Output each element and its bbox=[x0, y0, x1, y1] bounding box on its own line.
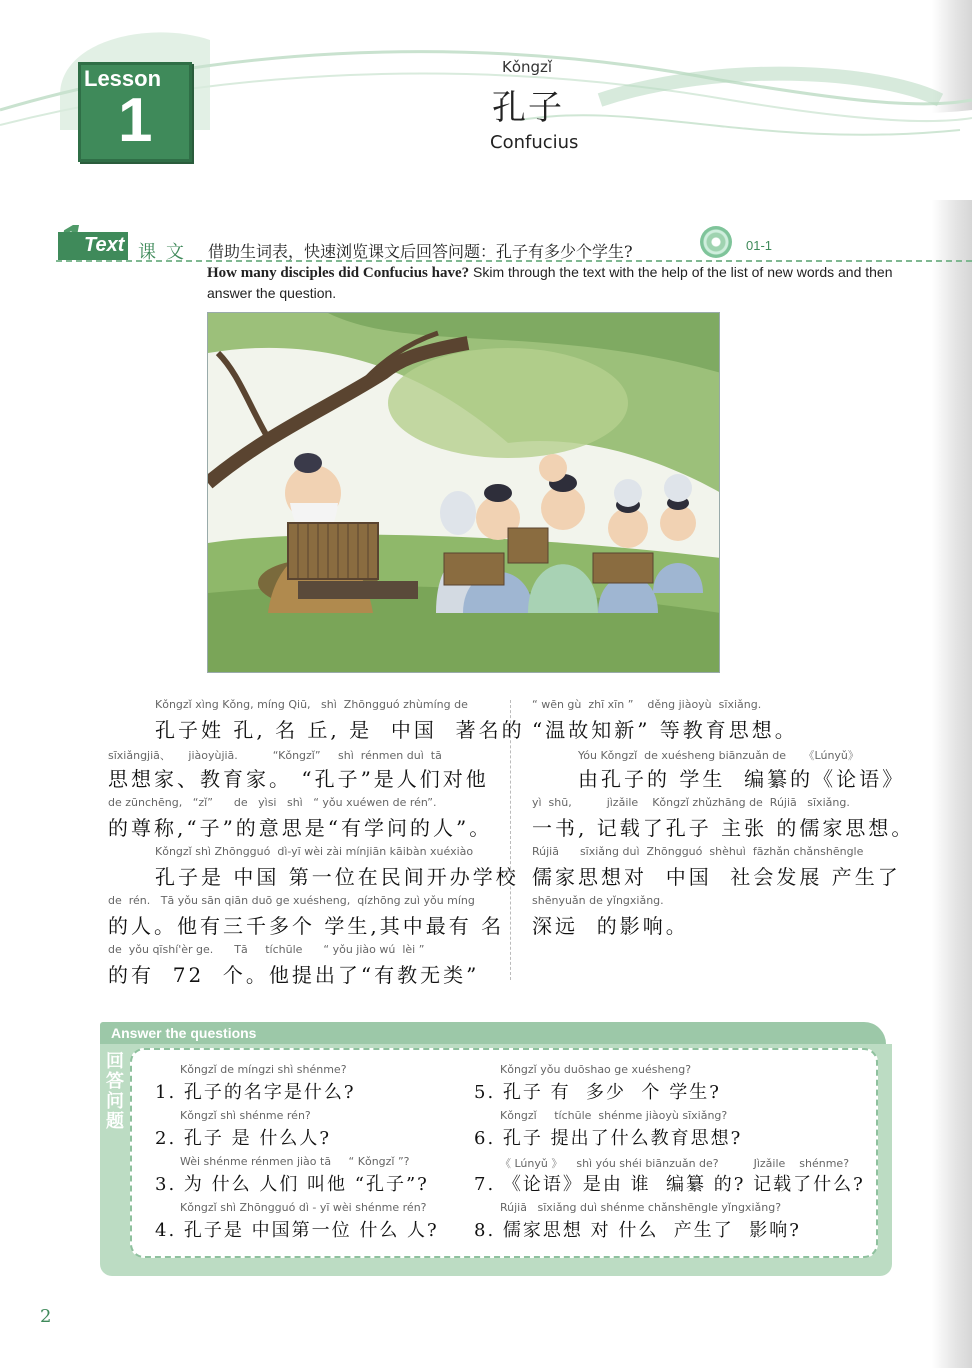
passage-line bbox=[578, 747, 905, 789]
question-text: 2. 孔子 是 什么人? bbox=[155, 1128, 331, 1149]
question-pinyin: Kǒngzǐ yǒu duōshao ge xuésheng? bbox=[500, 1063, 692, 1076]
instruction-english-bold: How many disciples did Confucius have? bbox=[207, 265, 470, 281]
lesson-number: 1 bbox=[118, 86, 153, 155]
text-label-cn: 课文 bbox=[138, 242, 194, 263]
passage-line bbox=[155, 845, 519, 887]
passage-pinyin: Kǒngzǐ xìng Kǒng, míng Qiū, shì Zhōngguó zhùmíng de bbox=[155, 698, 468, 711]
question-pinyin: Kǒngzǐ shì Zhōngguó dì - yī wèi shénme rén? bbox=[180, 1201, 427, 1214]
page-number: 2 bbox=[40, 1306, 52, 1327]
lesson-label: Lesson bbox=[84, 66, 162, 91]
passage-hanzi: 孔子姓 孔, 名 丘, 是 中国 著名的 bbox=[155, 718, 525, 742]
passage-hanzi: 由孔子的 学生 编纂的《论语》 bbox=[578, 767, 906, 791]
question-text: 3. 为 什么 人们 叫他 “孔子”? bbox=[155, 1174, 429, 1195]
question-pinyin: Kǒngzǐ tíchūle shénme jiàoyù sīxiǎng? bbox=[500, 1109, 728, 1122]
questions-side-label: 回答问题 bbox=[106, 1051, 124, 1132]
passage-pinyin: de zūnchēng, “zǐ” de yìsi shì “ yǒu xuéwen de rén”. bbox=[108, 796, 437, 809]
passage-pinyin: yì shū, jìzǎile Kǒngzǐ zhǔzhāng de Rújiā sīxiǎng. bbox=[532, 796, 850, 809]
passage-hanzi: 深远 的影响。 bbox=[532, 914, 689, 938]
audio-track-number: 01-1 bbox=[746, 238, 773, 253]
passage-line bbox=[108, 747, 489, 789]
passage-line bbox=[108, 894, 504, 936]
page-edge-shadow bbox=[932, 0, 972, 1368]
question-text: 5. 孔子 有 多少 个 学生? bbox=[474, 1082, 721, 1103]
question-text: 6. 孔子 提出了什么教育思想? bbox=[474, 1128, 743, 1149]
passage-hanzi: 孔子是 中国 第一位在民间开办学校 bbox=[155, 865, 519, 889]
passage-line bbox=[108, 943, 479, 985]
passage-pinyin: de yǒu qīshí'èr ge. Tā tíchūle “ yǒu jiào wú lèi ” bbox=[108, 943, 425, 956]
passage-pinyin: de rén. Tā yǒu sān qiān duō ge xuésheng, qízhōng zuì yǒu míng bbox=[108, 894, 475, 907]
question-text: 8. 儒家思想 对 什么 产生了 影响? bbox=[474, 1220, 801, 1241]
question-text: 1. 孔子的名字是什么? bbox=[155, 1082, 356, 1103]
passage-line bbox=[532, 698, 798, 740]
passage-hanzi: 的有 72 个。他提出了“有教无类” bbox=[108, 963, 480, 987]
column-divider bbox=[510, 700, 511, 980]
instruction-chinese: 借助生词表，快速浏览课文后回答问题：孔子有多少个学生? bbox=[208, 242, 633, 261]
passage-hanzi: 的人。他有三千多个 学生,其中最有 名 bbox=[108, 914, 505, 938]
passage-pinyin: “ wēn gù zhī xīn ” děng jiàoyù sīxiǎng. bbox=[532, 698, 762, 711]
passage-pinyin: shēnyuǎn de yǐngxiǎng. bbox=[532, 894, 664, 907]
instruction-english bbox=[207, 262, 897, 303]
passage-line bbox=[155, 698, 525, 740]
question-text: 7. 《论语》是由 谁 编纂 的? 记载了什么? bbox=[474, 1174, 865, 1195]
title-pinyin: Kǒngzǐ bbox=[502, 58, 553, 76]
question-pinyin: Kǒngzǐ de míngzi shì shénme? bbox=[180, 1063, 347, 1076]
audio-cd-icon[interactable] bbox=[700, 226, 732, 258]
question-pinyin: 《 Lúnyǔ 》 shì yóu shéi biānzuǎn de? Jìzǎile shénme? bbox=[500, 1157, 850, 1170]
passage-pinyin: sīxiǎngjiā、 jiàoyùjiā. “Kǒngzǐ” shì rénmen duì tā bbox=[108, 749, 442, 762]
passage-pinyin: Rújiā sīxiǎng duì Zhōngguó shèhuì fāzhǎn chǎnshēngle bbox=[532, 845, 864, 858]
question-pinyin: Kǒngzǐ shì shénme rén? bbox=[180, 1109, 311, 1122]
text-badge: Text bbox=[58, 232, 128, 260]
passage-pinyin: Kǒngzǐ shì Zhōngguó dì-yī wèi zài mínjiān kāibàn xuéxiào bbox=[155, 845, 474, 858]
page-title: 孔子 bbox=[492, 88, 564, 128]
passage-line bbox=[532, 894, 689, 936]
question-text: 4. 孔子是 中国第一位 什么 人? bbox=[155, 1220, 439, 1241]
passage-hanzi: 的尊称,“子”的意思是“有学问的人”。 bbox=[108, 816, 493, 840]
passage-hanzi: 思想家、教育家。 “孔子”是人们对他 bbox=[108, 767, 489, 791]
instruction-english-rest: Skim through the text with the help of the list of new words and then answer the question. bbox=[207, 264, 893, 301]
passage-line bbox=[108, 796, 492, 838]
question-pinyin: Rújiā sīxiǎng duì shénme chǎnshēngle yǐngxiǎng? bbox=[500, 1201, 782, 1214]
questions-title: Answer the questions bbox=[111, 1025, 257, 1041]
passage-hanzi: 儒家思想对 中国 社会发展 产生了 bbox=[532, 865, 901, 889]
passage-line bbox=[532, 845, 901, 887]
passage-line bbox=[532, 796, 914, 838]
question-pinyin: Wèi shénme rénmen jiào tā “ Kǒngzǐ ”? bbox=[180, 1155, 410, 1168]
passage-pinyin: Yóu Kǒngzǐ de xuésheng biānzuǎn de 《Lúnyǔ》 bbox=[578, 749, 859, 762]
confucius-illustration bbox=[207, 312, 720, 673]
title-english: Confucius bbox=[490, 132, 579, 153]
passage-hanzi: 一书, 记载了孔子 主张 的儒家思想。 bbox=[532, 816, 915, 840]
passage-hanzi: “温故知新” 等教育思想。 bbox=[532, 718, 798, 742]
